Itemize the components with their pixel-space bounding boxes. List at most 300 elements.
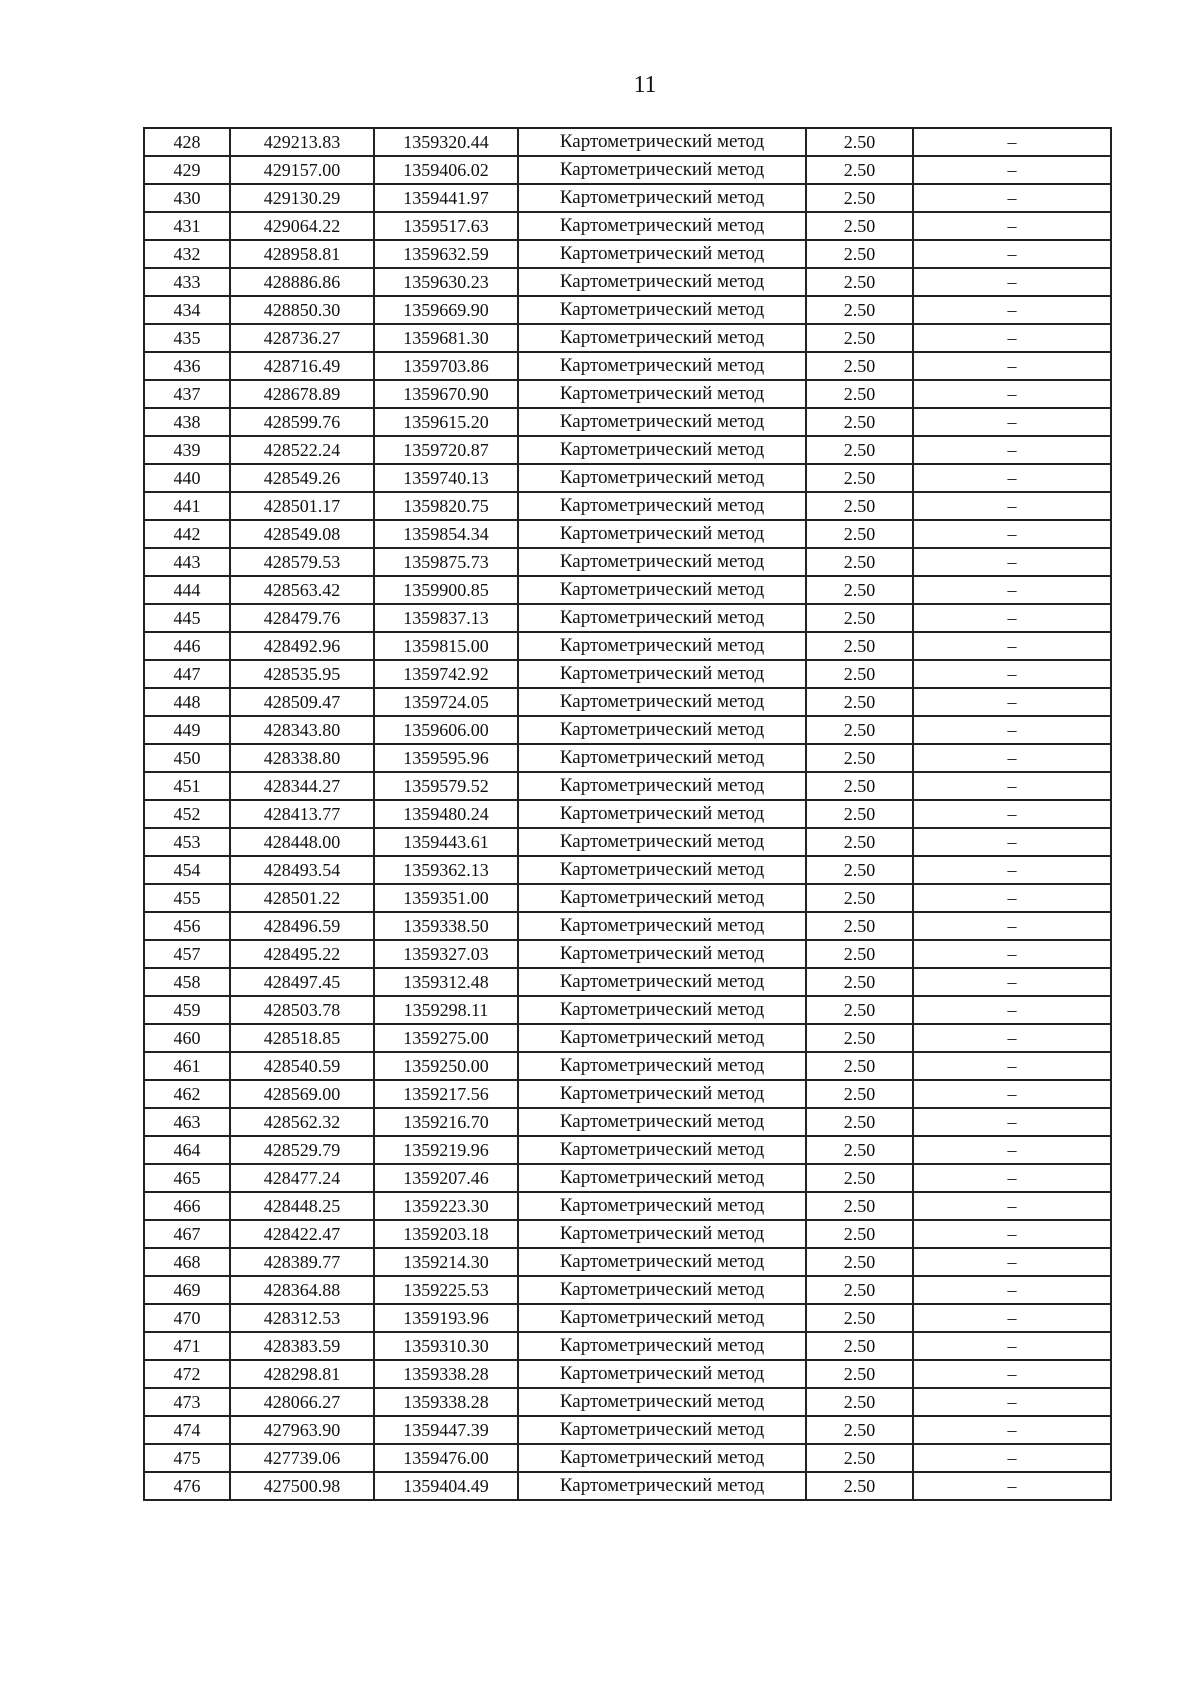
accuracy-cell: 2.50 <box>806 324 913 352</box>
y-coordinate-cell: 1359670.90 <box>374 380 518 408</box>
method-cell: Картометрический метод <box>518 184 806 212</box>
x-coordinate-cell: 428535.95 <box>230 660 374 688</box>
x-coordinate-cell: 428448.00 <box>230 828 374 856</box>
description-cell: – <box>913 856 1111 884</box>
table-row <box>144 660 1111 688</box>
accuracy-cell: 2.50 <box>806 380 913 408</box>
point-number-cell: 446 <box>144 632 230 660</box>
point-number-cell: 440 <box>144 464 230 492</box>
x-coordinate-cell: 428493.54 <box>230 856 374 884</box>
y-coordinate-cell: 1359207.46 <box>374 1164 518 1192</box>
description-cell: – <box>913 1164 1111 1192</box>
accuracy-cell: 2.50 <box>806 128 913 156</box>
point-number-cell: 448 <box>144 688 230 716</box>
point-number-cell: 437 <box>144 380 230 408</box>
y-coordinate-cell: 1359820.75 <box>374 492 518 520</box>
table-row <box>144 520 1111 548</box>
x-coordinate-cell: 428850.30 <box>230 296 374 324</box>
y-coordinate-cell: 1359338.28 <box>374 1360 518 1388</box>
method-cell: Картометрический метод <box>518 884 806 912</box>
point-number-cell: 470 <box>144 1304 230 1332</box>
method-cell: Картометрический метод <box>518 940 806 968</box>
description-cell: – <box>913 1220 1111 1248</box>
point-number-cell: 456 <box>144 912 230 940</box>
description-cell: – <box>913 436 1111 464</box>
x-coordinate-cell: 428389.77 <box>230 1248 374 1276</box>
accuracy-cell: 2.50 <box>806 1108 913 1136</box>
accuracy-cell: 2.50 <box>806 184 913 212</box>
accuracy-cell: 2.50 <box>806 1220 913 1248</box>
point-number-cell: 428 <box>144 128 230 156</box>
coordinates-table-body <box>144 128 1111 1500</box>
point-number-cell: 460 <box>144 1024 230 1052</box>
method-cell: Картометрический метод <box>518 1052 806 1080</box>
description-cell: – <box>913 1388 1111 1416</box>
table-row <box>144 1276 1111 1304</box>
accuracy-cell: 2.50 <box>806 1472 913 1500</box>
y-coordinate-cell: 1359312.48 <box>374 968 518 996</box>
method-cell: Картометрический метод <box>518 1024 806 1052</box>
method-cell: Картометрический метод <box>518 1192 806 1220</box>
point-number-cell: 431 <box>144 212 230 240</box>
accuracy-cell: 2.50 <box>806 800 913 828</box>
point-number-cell: 443 <box>144 548 230 576</box>
method-cell: Картометрический метод <box>518 1220 806 1248</box>
description-cell: – <box>913 828 1111 856</box>
description-cell: – <box>913 1024 1111 1052</box>
y-coordinate-cell: 1359595.96 <box>374 744 518 772</box>
accuracy-cell: 2.50 <box>806 968 913 996</box>
description-cell: – <box>913 464 1111 492</box>
x-coordinate-cell: 428422.47 <box>230 1220 374 1248</box>
point-number-cell: 458 <box>144 968 230 996</box>
description-cell: – <box>913 688 1111 716</box>
x-coordinate-cell: 427739.06 <box>230 1444 374 1472</box>
y-coordinate-cell: 1359193.96 <box>374 1304 518 1332</box>
table-row <box>144 184 1111 212</box>
y-coordinate-cell: 1359632.59 <box>374 240 518 268</box>
description-cell: – <box>913 660 1111 688</box>
point-number-cell: 454 <box>144 856 230 884</box>
accuracy-cell: 2.50 <box>806 1388 913 1416</box>
method-cell: Картометрический метод <box>518 660 806 688</box>
y-coordinate-cell: 1359740.13 <box>374 464 518 492</box>
table-row <box>144 604 1111 632</box>
accuracy-cell: 2.50 <box>806 1164 913 1192</box>
point-number-cell: 439 <box>144 436 230 464</box>
accuracy-cell: 2.50 <box>806 436 913 464</box>
x-coordinate-cell: 428736.27 <box>230 324 374 352</box>
accuracy-cell: 2.50 <box>806 492 913 520</box>
x-coordinate-cell: 428497.45 <box>230 968 374 996</box>
accuracy-cell: 2.50 <box>806 576 913 604</box>
method-cell: Картометрический метод <box>518 240 806 268</box>
accuracy-cell: 2.50 <box>806 352 913 380</box>
y-coordinate-cell: 1359216.70 <box>374 1108 518 1136</box>
table-row <box>144 996 1111 1024</box>
description-cell: – <box>913 520 1111 548</box>
accuracy-cell: 2.50 <box>806 1136 913 1164</box>
y-coordinate-cell: 1359250.00 <box>374 1052 518 1080</box>
accuracy-cell: 2.50 <box>806 408 913 436</box>
accuracy-cell: 2.50 <box>806 940 913 968</box>
method-cell: Картометрический метод <box>518 128 806 156</box>
method-cell: Картометрический метод <box>518 1248 806 1276</box>
accuracy-cell: 2.50 <box>806 1052 913 1080</box>
x-coordinate-cell: 428312.53 <box>230 1304 374 1332</box>
y-coordinate-cell: 1359900.85 <box>374 576 518 604</box>
x-coordinate-cell: 428958.81 <box>230 240 374 268</box>
accuracy-cell: 2.50 <box>806 296 913 324</box>
accuracy-cell: 2.50 <box>806 1332 913 1360</box>
point-number-cell: 464 <box>144 1136 230 1164</box>
accuracy-cell: 2.50 <box>806 1080 913 1108</box>
x-coordinate-cell: 428364.88 <box>230 1276 374 1304</box>
table-row <box>144 968 1111 996</box>
description-cell: – <box>913 1248 1111 1276</box>
table-row <box>144 352 1111 380</box>
y-coordinate-cell: 1359476.00 <box>374 1444 518 1472</box>
method-cell: Картометрический метод <box>518 1136 806 1164</box>
description-cell: – <box>913 1192 1111 1220</box>
x-coordinate-cell: 428344.27 <box>230 772 374 800</box>
x-coordinate-cell: 428066.27 <box>230 1388 374 1416</box>
x-coordinate-cell: 428569.00 <box>230 1080 374 1108</box>
x-coordinate-cell: 428886.86 <box>230 268 374 296</box>
table-row <box>144 912 1111 940</box>
description-cell: – <box>913 940 1111 968</box>
x-coordinate-cell: 429213.83 <box>230 128 374 156</box>
accuracy-cell: 2.50 <box>806 156 913 184</box>
method-cell: Картометрический метод <box>518 772 806 800</box>
point-number-cell: 465 <box>144 1164 230 1192</box>
method-cell: Картометрический метод <box>518 156 806 184</box>
table-row <box>144 772 1111 800</box>
y-coordinate-cell: 1359338.50 <box>374 912 518 940</box>
x-coordinate-cell: 428501.22 <box>230 884 374 912</box>
method-cell: Картометрический метод <box>518 380 806 408</box>
description-cell: – <box>913 604 1111 632</box>
y-coordinate-cell: 1359724.05 <box>374 688 518 716</box>
description-cell: – <box>913 1108 1111 1136</box>
y-coordinate-cell: 1359217.56 <box>374 1080 518 1108</box>
table-row <box>144 436 1111 464</box>
accuracy-cell: 2.50 <box>806 1276 913 1304</box>
y-coordinate-cell: 1359630.23 <box>374 268 518 296</box>
method-cell: Картометрический метод <box>518 1360 806 1388</box>
x-coordinate-cell: 428501.17 <box>230 492 374 520</box>
point-number-cell: 429 <box>144 156 230 184</box>
method-cell: Картометрический метод <box>518 408 806 436</box>
accuracy-cell: 2.50 <box>806 996 913 1024</box>
accuracy-cell: 2.50 <box>806 520 913 548</box>
description-cell: – <box>913 1052 1111 1080</box>
point-number-cell: 469 <box>144 1276 230 1304</box>
method-cell: Картометрический метод <box>518 436 806 464</box>
accuracy-cell: 2.50 <box>806 1248 913 1276</box>
x-coordinate-cell: 428518.85 <box>230 1024 374 1052</box>
table-row <box>144 940 1111 968</box>
x-coordinate-cell: 429130.29 <box>230 184 374 212</box>
x-coordinate-cell: 427963.90 <box>230 1416 374 1444</box>
y-coordinate-cell: 1359815.00 <box>374 632 518 660</box>
point-number-cell: 457 <box>144 940 230 968</box>
x-coordinate-cell: 428383.59 <box>230 1332 374 1360</box>
x-coordinate-cell: 428579.53 <box>230 548 374 576</box>
point-number-cell: 442 <box>144 520 230 548</box>
method-cell: Картометрический метод <box>518 688 806 716</box>
y-coordinate-cell: 1359214.30 <box>374 1248 518 1276</box>
y-coordinate-cell: 1359606.00 <box>374 716 518 744</box>
description-cell: – <box>913 492 1111 520</box>
point-number-cell: 455 <box>144 884 230 912</box>
table-row <box>144 800 1111 828</box>
accuracy-cell: 2.50 <box>806 604 913 632</box>
method-cell: Картометрический метод <box>518 968 806 996</box>
y-coordinate-cell: 1359404.49 <box>374 1472 518 1500</box>
x-coordinate-cell: 428549.08 <box>230 520 374 548</box>
y-coordinate-cell: 1359854.34 <box>374 520 518 548</box>
table-row <box>144 1136 1111 1164</box>
x-coordinate-cell: 428599.76 <box>230 408 374 436</box>
method-cell: Картометрический метод <box>518 604 806 632</box>
method-cell: Картометрический метод <box>518 212 806 240</box>
method-cell: Картометрический метод <box>518 716 806 744</box>
point-number-cell: 450 <box>144 744 230 772</box>
point-number-cell: 453 <box>144 828 230 856</box>
description-cell: – <box>913 1276 1111 1304</box>
x-coordinate-cell: 429064.22 <box>230 212 374 240</box>
point-number-cell: 447 <box>144 660 230 688</box>
x-coordinate-cell: 428509.47 <box>230 688 374 716</box>
x-coordinate-cell: 428562.32 <box>230 1108 374 1136</box>
point-number-cell: 432 <box>144 240 230 268</box>
point-number-cell: 433 <box>144 268 230 296</box>
point-number-cell: 438 <box>144 408 230 436</box>
y-coordinate-cell: 1359579.52 <box>374 772 518 800</box>
method-cell: Картометрический метод <box>518 464 806 492</box>
point-number-cell: 472 <box>144 1360 230 1388</box>
table-row <box>144 576 1111 604</box>
method-cell: Картометрический метод <box>518 856 806 884</box>
point-number-cell: 471 <box>144 1332 230 1360</box>
table-row <box>144 1108 1111 1136</box>
method-cell: Картометрический метод <box>518 520 806 548</box>
method-cell: Картометрический метод <box>518 1472 806 1500</box>
y-coordinate-cell: 1359223.30 <box>374 1192 518 1220</box>
x-coordinate-cell: 428298.81 <box>230 1360 374 1388</box>
method-cell: Картометрический метод <box>518 324 806 352</box>
x-coordinate-cell: 429157.00 <box>230 156 374 184</box>
description-cell: – <box>913 1444 1111 1472</box>
y-coordinate-cell: 1359517.63 <box>374 212 518 240</box>
description-cell: – <box>913 1472 1111 1500</box>
y-coordinate-cell: 1359681.30 <box>374 324 518 352</box>
x-coordinate-cell: 428495.22 <box>230 940 374 968</box>
point-number-cell: 459 <box>144 996 230 1024</box>
table-row <box>144 1332 1111 1360</box>
y-coordinate-cell: 1359338.28 <box>374 1388 518 1416</box>
y-coordinate-cell: 1359219.96 <box>374 1136 518 1164</box>
y-coordinate-cell: 1359669.90 <box>374 296 518 324</box>
description-cell: – <box>913 1332 1111 1360</box>
x-coordinate-cell: 428413.77 <box>230 800 374 828</box>
point-number-cell: 474 <box>144 1416 230 1444</box>
table-row <box>144 688 1111 716</box>
x-coordinate-cell: 428716.49 <box>230 352 374 380</box>
point-number-cell: 444 <box>144 576 230 604</box>
table-row <box>144 240 1111 268</box>
method-cell: Картометрический метод <box>518 1080 806 1108</box>
x-coordinate-cell: 428338.80 <box>230 744 374 772</box>
table-row <box>144 380 1111 408</box>
description-cell: – <box>913 1360 1111 1388</box>
table-row <box>144 1220 1111 1248</box>
point-number-cell: 466 <box>144 1192 230 1220</box>
y-coordinate-cell: 1359447.39 <box>374 1416 518 1444</box>
table-row <box>144 716 1111 744</box>
table-row <box>144 492 1111 520</box>
accuracy-cell: 2.50 <box>806 268 913 296</box>
coordinates-table <box>143 127 1112 1501</box>
accuracy-cell: 2.50 <box>806 1360 913 1388</box>
accuracy-cell: 2.50 <box>806 856 913 884</box>
description-cell: – <box>913 632 1111 660</box>
description-cell: – <box>913 996 1111 1024</box>
method-cell: Картометрический метод <box>518 1304 806 1332</box>
x-coordinate-cell: 428549.26 <box>230 464 374 492</box>
description-cell: – <box>913 128 1111 156</box>
point-number-cell: 436 <box>144 352 230 380</box>
method-cell: Картометрический метод <box>518 1444 806 1472</box>
method-cell: Картометрический метод <box>518 576 806 604</box>
method-cell: Картометрический метод <box>518 1416 806 1444</box>
accuracy-cell: 2.50 <box>806 548 913 576</box>
y-coordinate-cell: 1359310.30 <box>374 1332 518 1360</box>
table-row <box>144 856 1111 884</box>
page-number: 11 <box>633 72 657 98</box>
table-row <box>144 156 1111 184</box>
point-number-cell: 467 <box>144 1220 230 1248</box>
y-coordinate-cell: 1359742.92 <box>374 660 518 688</box>
table-row <box>144 1304 1111 1332</box>
y-coordinate-cell: 1359875.73 <box>374 548 518 576</box>
x-coordinate-cell: 428496.59 <box>230 912 374 940</box>
method-cell: Картометрический метод <box>518 996 806 1024</box>
description-cell: – <box>913 268 1111 296</box>
x-coordinate-cell: 428529.79 <box>230 1136 374 1164</box>
description-cell: – <box>913 912 1111 940</box>
method-cell: Картометрический метод <box>518 828 806 856</box>
description-cell: – <box>913 156 1111 184</box>
accuracy-cell: 2.50 <box>806 660 913 688</box>
point-number-cell: 473 <box>144 1388 230 1416</box>
table-row <box>144 268 1111 296</box>
table-row <box>144 1080 1111 1108</box>
table-row <box>144 828 1111 856</box>
description-cell: – <box>913 184 1111 212</box>
x-coordinate-cell: 428563.42 <box>230 576 374 604</box>
accuracy-cell: 2.50 <box>806 828 913 856</box>
table-row <box>144 1164 1111 1192</box>
accuracy-cell: 2.50 <box>806 240 913 268</box>
description-cell: – <box>913 1136 1111 1164</box>
x-coordinate-cell: 428479.76 <box>230 604 374 632</box>
table-row <box>144 1052 1111 1080</box>
accuracy-cell: 2.50 <box>806 1444 913 1472</box>
y-coordinate-cell: 1359320.44 <box>374 128 518 156</box>
table-row <box>144 744 1111 772</box>
description-cell: – <box>913 380 1111 408</box>
table-row <box>144 1024 1111 1052</box>
accuracy-cell: 2.50 <box>806 1304 913 1332</box>
x-coordinate-cell: 428492.96 <box>230 632 374 660</box>
accuracy-cell: 2.50 <box>806 772 913 800</box>
x-coordinate-cell: 428448.25 <box>230 1192 374 1220</box>
accuracy-cell: 2.50 <box>806 212 913 240</box>
description-cell: – <box>913 324 1111 352</box>
y-coordinate-cell: 1359480.24 <box>374 800 518 828</box>
point-number-cell: 475 <box>144 1444 230 1472</box>
y-coordinate-cell: 1359225.53 <box>374 1276 518 1304</box>
y-coordinate-cell: 1359203.18 <box>374 1220 518 1248</box>
x-coordinate-cell: 428503.78 <box>230 996 374 1024</box>
description-cell: – <box>913 352 1111 380</box>
table-row <box>144 1360 1111 1388</box>
table-row <box>144 212 1111 240</box>
table-row <box>144 1192 1111 1220</box>
y-coordinate-cell: 1359406.02 <box>374 156 518 184</box>
accuracy-cell: 2.50 <box>806 688 913 716</box>
point-number-cell: 435 <box>144 324 230 352</box>
y-coordinate-cell: 1359298.11 <box>374 996 518 1024</box>
method-cell: Картометрический метод <box>518 1108 806 1136</box>
method-cell: Картометрический метод <box>518 1164 806 1192</box>
point-number-cell: 449 <box>144 716 230 744</box>
point-number-cell: 462 <box>144 1080 230 1108</box>
table-row <box>144 128 1111 156</box>
accuracy-cell: 2.50 <box>806 716 913 744</box>
table-row <box>144 296 1111 324</box>
y-coordinate-cell: 1359720.87 <box>374 436 518 464</box>
point-number-cell: 463 <box>144 1108 230 1136</box>
y-coordinate-cell: 1359615.20 <box>374 408 518 436</box>
description-cell: – <box>913 296 1111 324</box>
accuracy-cell: 2.50 <box>806 1024 913 1052</box>
point-number-cell: 451 <box>144 772 230 800</box>
method-cell: Картометрический метод <box>518 268 806 296</box>
point-number-cell: 434 <box>144 296 230 324</box>
accuracy-cell: 2.50 <box>806 912 913 940</box>
x-coordinate-cell: 428522.24 <box>230 436 374 464</box>
description-cell: – <box>913 240 1111 268</box>
accuracy-cell: 2.50 <box>806 632 913 660</box>
table-row <box>144 884 1111 912</box>
point-number-cell: 445 <box>144 604 230 632</box>
accuracy-cell: 2.50 <box>806 464 913 492</box>
y-coordinate-cell: 1359837.13 <box>374 604 518 632</box>
table-row <box>144 548 1111 576</box>
accuracy-cell: 2.50 <box>806 744 913 772</box>
table-row <box>144 632 1111 660</box>
y-coordinate-cell: 1359351.00 <box>374 884 518 912</box>
x-coordinate-cell: 428678.89 <box>230 380 374 408</box>
description-cell: – <box>913 212 1111 240</box>
method-cell: Картометрический метод <box>518 352 806 380</box>
accuracy-cell: 2.50 <box>806 1192 913 1220</box>
table-row <box>144 1444 1111 1472</box>
table-row <box>144 1472 1111 1500</box>
